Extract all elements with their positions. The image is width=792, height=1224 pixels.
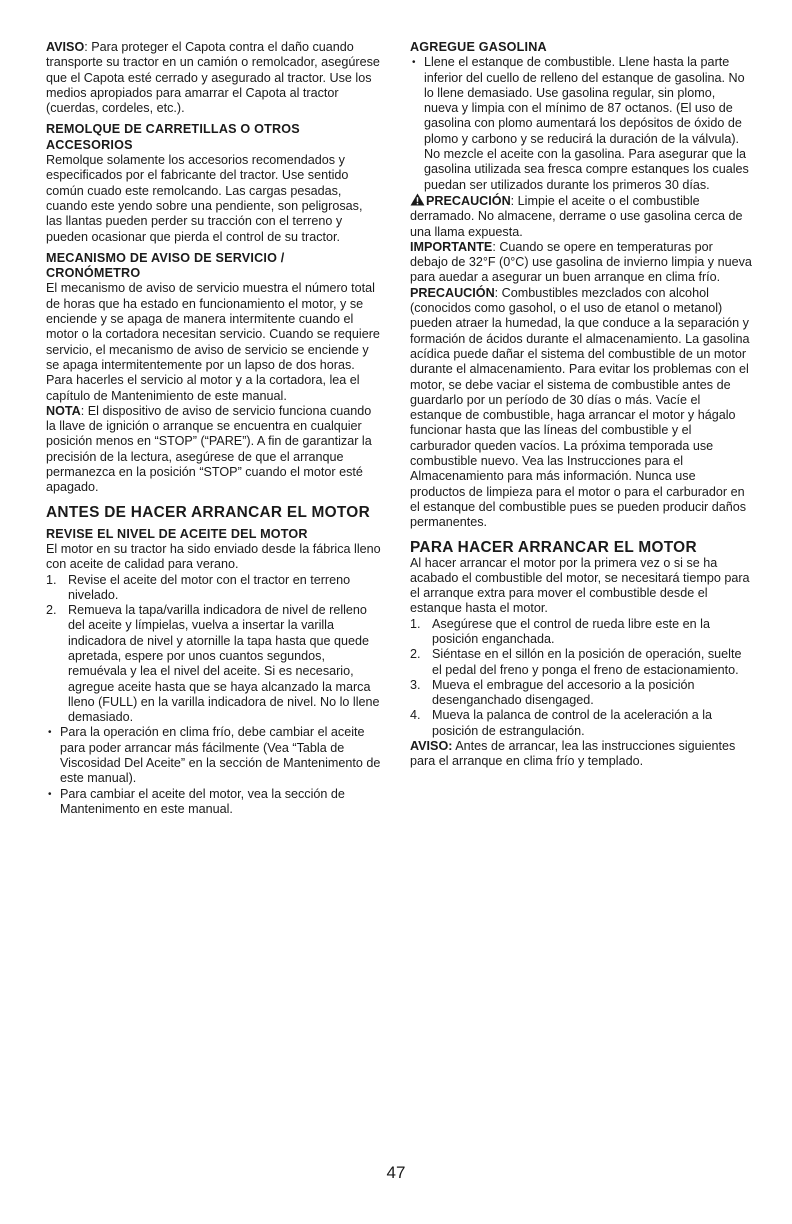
list-item: [410, 617, 752, 648]
aviso-text: : Para proteger el Capota contra el daño cuando transporte su tractor en un camión o remolcador, asegúrese que el Capota esté cerrado y asegurado al tractor. Use los medios apropiados para amarrar el Capota al tractor (cuerdas, cordeles, etc.).: [46, 40, 380, 116]
step-text: Remueva la tapa/varilla indicadora de nivel de relleno del aceite y límpielas, vuelva a insertar la varilla indicadora de nivel y atornille la tapa hasta que quede apretada, espere por unos cuantos segundos, remuévala y lea el nivel del aceite. Si es necesario, agregue aceite hasta que se haya alcanzado la marca lleno (FULL) en la varilla indicadora de nivel. No lo llene demasiado.: [68, 603, 380, 725]
step-number: 1.: [410, 616, 421, 631]
step-text: Mueva la palanca de control de la aceleración a la posición de estrangulación.: [432, 708, 713, 738]
list-item: [46, 787, 382, 818]
aviso-transport-paragraph: [46, 40, 382, 116]
aviso-arranque-label: AVISO:: [410, 739, 453, 754]
list-item: [46, 573, 382, 604]
bullet-text: Para la operación en clima frío, debe cambiar el aceite para poder arrancar más fácilmente (Vea “Tabla de Viscosidad Del Aceite” en la sección de Mantenimento de este manual).: [60, 725, 381, 786]
antes-section: [46, 504, 382, 521]
agregue-section: [410, 40, 752, 531]
precaucion-label: PRECAUCIÓN: [426, 193, 511, 208]
para-heading: PARA HACER ARRANCAR EL MOTOR: [410, 538, 697, 556]
antes-heading: ANTES DE HACER ARRANCAR EL MOTOR: [46, 503, 370, 521]
para-section: [410, 539, 752, 770]
mecanismo-section: [46, 251, 382, 496]
precaucion-text: : Limpie el aceite o el combustible derramado. No almacene, derrame o use gasolina cerca de una llama expuesta.: [410, 193, 743, 239]
agregue-bullets: [410, 55, 752, 193]
bullet-icon: •: [48, 727, 52, 739]
para-intro: Al hacer arrancar el motor por la primera vez o si se ha acabado el combustible del motor, se necesitará tiempo para el arranque extra para mover el combustible desde el estanque hasta el motor.: [410, 555, 750, 616]
right-column: [410, 40, 752, 770]
bullet-text: Para cambiar el aceite del motor, vea la sección de Mantenimento en este manual.: [60, 786, 345, 816]
revise-bullets: [46, 725, 382, 817]
importante-text: : Cuando se opere en temperaturas por debajo de 32°F (0°C) use gasolina de invierno limpia y nueva para auedar a asegurar un buen arranque en clima frío.: [410, 239, 752, 285]
step-number: 3.: [410, 677, 421, 692]
list-item: [410, 678, 752, 709]
list-item: [46, 603, 382, 725]
precaucion-alcohol-text: : Combustibles mezclados con alcohol (conocidos como gasohol, o el uso de etanol o metanol) pueden atraer la humedad, la que conduce a la separación y formación de ácidos durante el almacenamiento. La gasolina acídica puede dañar el sistema del combustible de un motor durante el almacenamiento. Para evitar los problemas con el motor, se debe vaciar el sistema de combustible antes de guardarlo por un período de 30 días o más. Vacíe el estanque de combustible, haga arrancar el motor y hágalo funcionar hasta que las líneas del combustible y el carburador queden vacíos. La próxima temporada use combustible nuevo. Vea las Instrucciones para el Almacenamiento para más información. Nunca use productos de limpieza para el motor o para el carburador en el estanque del combustible pues se pueden producir daños permanentes.: [410, 285, 750, 530]
list-item: [46, 725, 382, 786]
list-item: [410, 55, 752, 193]
precaucion-alcohol-label: PRECAUCIÓN: [410, 285, 495, 300]
revise-section: [46, 527, 382, 818]
importante-paragraph: [410, 240, 752, 286]
importante-label: IMPORTANTE: [410, 239, 493, 254]
precaucion-paragraph: [410, 193, 752, 240]
mecanismo-body: El mecanismo de aviso de servicio muestra el número total de horas que ha estado en funcionamiento el motor, y se enciende y se apaga de manera intermitente cuando el motor o la cortadora necesitan servicio. Cuando se requiere servicio, el mecanismo de aviso de servicio se enciende y se apaga intermitentemente por un lapso de dos horas. Para hacerles el servicio al motor y a la cortadora, lea el capítulo de Mantenimiento de este manual.: [46, 281, 380, 403]
aviso-arranque-text: Antes de arrancar, lea las instrucciones siguientes para el arranque en clima frío y templado.: [410, 739, 736, 769]
remolque-body: Remolque solamente los accesorios recomendados y especificados por el fabricante del tractor. Use sentido común cuado este remolcando. Las cargas pesadas, cuando este yendo sobre una pendiente, son peligrosas, las llantas pueden perder su tracción con el terreno y pueden ocasionar que pierda el control de su tractor.: [46, 153, 363, 244]
step-text: Mueva el embrague del accesorio a la posición desenganchado disengaged.: [432, 677, 695, 708]
nota-paragraph: [46, 404, 382, 496]
precaucion-alcohol-paragraph: [410, 286, 752, 531]
warning-triangle-icon: [410, 193, 425, 206]
nota-text: : El dispositivo de aviso de servicio funciona cuando la llave de ignición o arranque se encuentra en cualquier posición menos en “STOP” (“PARE”). A fin de garantizar la precisión de la lectura, asegúrese de que el arranque permanezca en la posición “STOP” cuando el motor esté apagado.: [46, 403, 372, 495]
bullet-icon: •: [412, 57, 416, 69]
step-number: 2.: [46, 603, 57, 618]
revise-heading: REVISE EL NIVEL DE ACEITE DEL MOTOR: [46, 526, 308, 541]
step-text: Siéntase en el sillón en la posición de operación, suelte el pedal del freno y ponga el freno de estacionamiento.: [432, 647, 742, 677]
remolque-section: [46, 122, 382, 244]
nota-label: NOTA: [46, 403, 81, 418]
list-item: [410, 708, 752, 739]
step-text: Revise el aceite del motor con el tractor en terreno nivelado.: [68, 572, 351, 602]
aviso-label: AVISO: [46, 40, 85, 54]
step-number: 1.: [46, 572, 57, 587]
step-number: 4.: [410, 708, 421, 723]
mecanismo-heading: MECANISMO DE AVISO DE SERVICIO / CRONÓMETRO: [46, 250, 285, 281]
agregue-heading: AGREGUE GASOLINA: [410, 40, 547, 54]
revise-steps: [46, 573, 382, 726]
step-number: 2.: [410, 647, 421, 662]
bullet-text: Llene el estanque de combustible. Llene hasta la parte inferior del cuello de relleno del estanque de gasolina. No lo llene demasiado. Use gasolina regular, sin plomo, nueva y limpia con el mínimo de 87 octanos. (El uso de gasolina con plomo aumentará los depósitos de óxido de plomo y carbono y se reducirá la duración de la válvula). No mezcle el aceite con la gasolina. Para asegurar que la gasolina utilizada sea fresca compre estanques los cuales puedan ser utilizados durante los primeros 30 días.: [424, 55, 749, 192]
step-text: Asegúrese que el control de rueda libre este en la posición enganchada.: [432, 616, 710, 646]
left-column: [46, 40, 382, 817]
remolque-heading: REMOLQUE DE CARRETILLAS O OTROS ACCESORIOS: [46, 122, 300, 152]
list-item: [410, 647, 752, 678]
aviso-arranque-paragraph: [410, 739, 752, 770]
bullet-icon: •: [48, 788, 52, 800]
revise-intro: El motor en su tractor ha sido enviado desde la fábrica lleno con aceite de calidad para verano.: [46, 541, 381, 572]
para-steps: [410, 617, 752, 739]
page-number: 47: [386, 1163, 406, 1182]
